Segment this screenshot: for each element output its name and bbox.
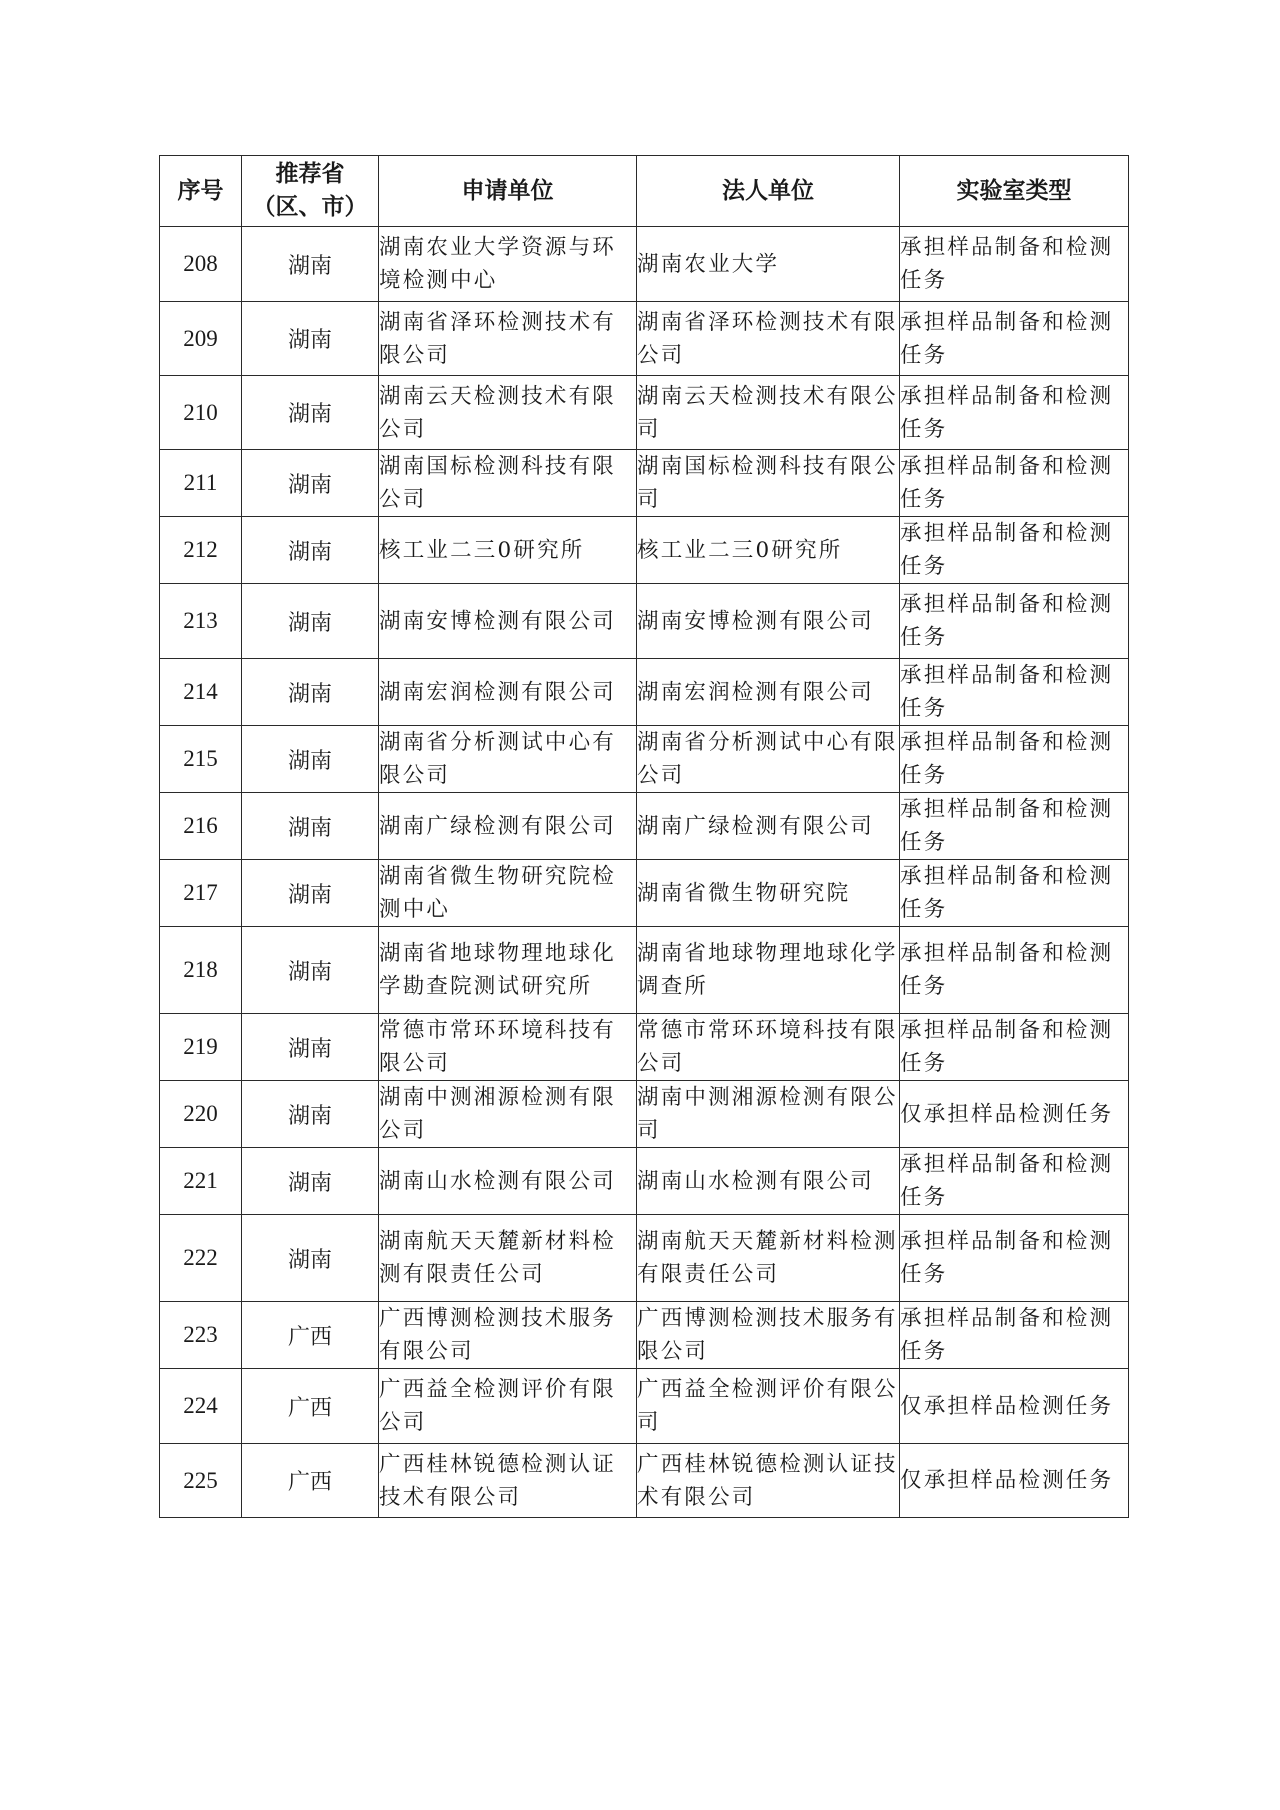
table-row — [160, 227, 1129, 302]
cell-lab-type: 仅承担样品检测任务 — [900, 1444, 1129, 1518]
table-row — [160, 450, 1129, 517]
cell-legal-entity: 核工业二三0研究所 — [637, 517, 900, 584]
table-row — [160, 584, 1129, 659]
cell-no: 224 — [160, 1369, 242, 1444]
cell-no: 220 — [160, 1081, 242, 1148]
cell-lab-type: 承担样品制备和检测任务 — [900, 517, 1129, 584]
cell-lab-type: 承担样品制备和检测任务 — [900, 860, 1129, 927]
table-row — [160, 517, 1129, 584]
cell-applicant: 广西桂林锐德检测认证技术有限公司 — [379, 1444, 637, 1518]
cell-applicant: 湖南国标检测科技有限公司 — [379, 450, 637, 517]
cell-lab-type: 承担样品制备和检测任务 — [900, 927, 1129, 1014]
cell-no: 208 — [160, 227, 242, 302]
cell-lab-type: 承担样品制备和检测任务 — [900, 376, 1129, 450]
cell-applicant: 湖南省地球物理地球化学勘查院测试研究所 — [379, 927, 637, 1014]
cell-province: 湖南 — [242, 659, 379, 726]
header-province-line1: 推荐省 — [275, 161, 345, 187]
header-province — [242, 156, 379, 227]
cell-legal-entity: 湖南山水检测有限公司 — [637, 1148, 900, 1215]
cell-no: 210 — [160, 376, 242, 450]
cell-province: 广西 — [242, 1302, 379, 1369]
cell-lab-type: 仅承担样品检测任务 — [900, 1369, 1129, 1444]
cell-province: 湖南 — [242, 584, 379, 659]
cell-lab-type: 承担样品制备和检测任务 — [900, 726, 1129, 793]
cell-lab-type: 承担样品制备和检测任务 — [900, 1302, 1129, 1369]
cell-no: 213 — [160, 584, 242, 659]
cell-applicant: 湖南省微生物研究院检测中心 — [379, 860, 637, 927]
header-lab-type: 实验室类型 — [900, 156, 1129, 227]
cell-province: 湖南 — [242, 450, 379, 517]
cell-lab-type: 承担样品制备和检测任务 — [900, 1014, 1129, 1081]
cell-no: 209 — [160, 302, 242, 376]
cell-legal-entity: 湖南省分析测试中心有限公司 — [637, 726, 900, 793]
cell-applicant: 湖南农业大学资源与环境检测中心 — [379, 227, 637, 302]
cell-lab-type: 承担样品制备和检测任务 — [900, 793, 1129, 860]
header-no: 序号 — [160, 156, 242, 227]
table-row — [160, 659, 1129, 726]
cell-province: 湖南 — [242, 376, 379, 450]
table-row — [160, 1302, 1129, 1369]
cell-no: 221 — [160, 1148, 242, 1215]
cell-province: 湖南 — [242, 726, 379, 793]
cell-legal-entity: 湖南国标检测科技有限公司 — [637, 450, 900, 517]
cell-no: 217 — [160, 860, 242, 927]
cell-no: 218 — [160, 927, 242, 1014]
cell-legal-entity: 湖南省微生物研究院 — [637, 860, 900, 927]
cell-legal-entity: 湖南省地球物理地球化学调查所 — [637, 927, 900, 1014]
cell-legal-entity: 湖南中测湘源检测有限公司 — [637, 1081, 900, 1148]
cell-no: 219 — [160, 1014, 242, 1081]
cell-applicant: 核工业二三0研究所 — [379, 517, 637, 584]
lab-list-table — [159, 155, 1129, 1518]
cell-applicant: 湖南广绿检测有限公司 — [379, 793, 637, 860]
header-province-line2: （区、市） — [252, 194, 368, 220]
cell-legal-entity: 常德市常环环境科技有限公司 — [637, 1014, 900, 1081]
cell-applicant: 常德市常环环境科技有限公司 — [379, 1014, 637, 1081]
cell-no: 223 — [160, 1302, 242, 1369]
table-row — [160, 860, 1129, 927]
cell-applicant: 广西博测检测技术服务有限公司 — [379, 1302, 637, 1369]
cell-province: 湖南 — [242, 227, 379, 302]
table-row — [160, 1081, 1129, 1148]
cell-lab-type: 承担样品制备和检测任务 — [900, 584, 1129, 659]
cell-legal-entity: 湖南农业大学 — [637, 227, 900, 302]
header-applicant: 申请单位 — [379, 156, 637, 227]
cell-province: 湖南 — [242, 1014, 379, 1081]
cell-legal-entity: 湖南航天天麓新材料检测有限责任公司 — [637, 1215, 900, 1302]
cell-no: 211 — [160, 450, 242, 517]
table-row — [160, 1444, 1129, 1518]
cell-legal-entity: 湖南安博检测有限公司 — [637, 584, 900, 659]
cell-legal-entity: 广西桂林锐德检测认证技术有限公司 — [637, 1444, 900, 1518]
cell-lab-type: 承担样品制备和检测任务 — [900, 450, 1129, 517]
cell-province: 湖南 — [242, 860, 379, 927]
cell-applicant: 广西益全检测评价有限公司 — [379, 1369, 637, 1444]
table-row — [160, 302, 1129, 376]
cell-province: 湖南 — [242, 927, 379, 1014]
cell-legal-entity: 湖南云天检测技术有限公司 — [637, 376, 900, 450]
table-header-row — [160, 156, 1129, 227]
table-row — [160, 927, 1129, 1014]
cell-applicant: 湖南省分析测试中心有限公司 — [379, 726, 637, 793]
table-row — [160, 1148, 1129, 1215]
table-row — [160, 1014, 1129, 1081]
cell-applicant: 湖南省泽环检测技术有限公司 — [379, 302, 637, 376]
cell-applicant: 湖南航天天麓新材料检测有限责任公司 — [379, 1215, 637, 1302]
cell-no: 222 — [160, 1215, 242, 1302]
cell-province: 广西 — [242, 1369, 379, 1444]
cell-applicant: 湖南宏润检测有限公司 — [379, 659, 637, 726]
cell-province: 湖南 — [242, 793, 379, 860]
cell-province: 湖南 — [242, 1081, 379, 1148]
cell-no: 212 — [160, 517, 242, 584]
cell-legal-entity: 湖南宏润检测有限公司 — [637, 659, 900, 726]
cell-legal-entity: 湖南省泽环检测技术有限公司 — [637, 302, 900, 376]
cell-lab-type: 承担样品制备和检测任务 — [900, 659, 1129, 726]
cell-legal-entity: 广西益全检测评价有限公司 — [637, 1369, 900, 1444]
cell-no: 225 — [160, 1444, 242, 1518]
table-row — [160, 376, 1129, 450]
table-row — [160, 1215, 1129, 1302]
cell-applicant: 湖南山水检测有限公司 — [379, 1148, 637, 1215]
cell-no: 214 — [160, 659, 242, 726]
table-row — [160, 793, 1129, 860]
cell-lab-type: 承担样品制备和检测任务 — [900, 1148, 1129, 1215]
cell-lab-type: 承担样品制备和检测任务 — [900, 1215, 1129, 1302]
table-row — [160, 1369, 1129, 1444]
cell-no: 216 — [160, 793, 242, 860]
cell-province: 广西 — [242, 1444, 379, 1518]
table-row — [160, 726, 1129, 793]
cell-lab-type: 仅承担样品检测任务 — [900, 1081, 1129, 1148]
cell-applicant: 湖南云天检测技术有限公司 — [379, 376, 637, 450]
cell-applicant: 湖南安博检测有限公司 — [379, 584, 637, 659]
cell-province: 湖南 — [242, 517, 379, 584]
cell-province: 湖南 — [242, 1215, 379, 1302]
cell-legal-entity: 广西博测检测技术服务有限公司 — [637, 1302, 900, 1369]
cell-lab-type: 承担样品制备和检测任务 — [900, 227, 1129, 302]
cell-no: 215 — [160, 726, 242, 793]
cell-lab-type: 承担样品制备和检测任务 — [900, 302, 1129, 376]
cell-applicant: 湖南中测湘源检测有限公司 — [379, 1081, 637, 1148]
cell-legal-entity: 湖南广绿检测有限公司 — [637, 793, 900, 860]
header-legal-entity: 法人单位 — [637, 156, 900, 227]
cell-province: 湖南 — [242, 302, 379, 376]
cell-province: 湖南 — [242, 1148, 379, 1215]
